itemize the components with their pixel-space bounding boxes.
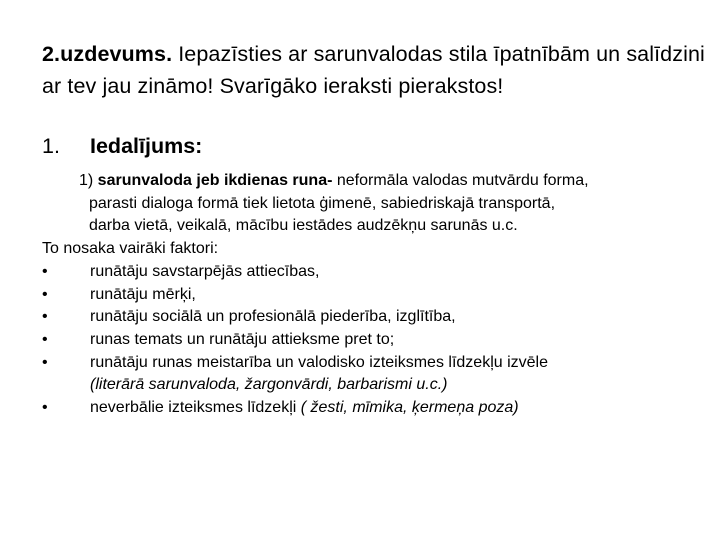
- definition-line-1: neformāla valodas mutvārdu forma,: [332, 172, 589, 189]
- bullet-icon: •: [42, 353, 48, 371]
- list-item-text: neverbālie izteiksmes līdzekļi: [90, 399, 301, 417]
- list-item-note: (literārā sarunvaloda, žargonvārdi, barbarismi u.c.): [90, 376, 448, 394]
- list-item: [42, 284, 718, 307]
- definition-prefix: 1): [79, 172, 98, 189]
- section-label: Iedalījums:: [90, 134, 203, 158]
- bullet-icon: •: [42, 285, 48, 303]
- definition-line-3: darba vietā, veikalā, mācību iestādes audzēkņu sarunās u.c.: [89, 217, 518, 235]
- task-instruction: Iepazīsties ar sarunvalodas stila īpatnībām un salīdzini ar tev jau zināmo! Svarīgāko ieraksti pierakstos!: [42, 42, 705, 98]
- content-body: [42, 170, 718, 420]
- factors-list: [42, 261, 718, 420]
- slide-title: [42, 38, 712, 102]
- list-item-text: runātāju savstarpējās attiecības,: [90, 262, 320, 280]
- factors-intro: To nosaka vairāki faktori:: [42, 240, 219, 258]
- bullet-icon: •: [42, 399, 48, 417]
- list-item-text: runātāju runas meistarība un valodisko izteiksmes līdzekļu izvēle: [90, 353, 548, 371]
- bullet-icon: •: [42, 330, 48, 348]
- definition-term: sarunvaloda jeb ikdienas runa-: [97, 172, 333, 189]
- definition-line-2: parasti dialoga formā tiek lietota ģimenē, sabiedriskajā transportā,: [89, 194, 556, 212]
- bullet-icon: •: [42, 262, 48, 280]
- list-item-text: runas temats un runātāju attieksme pret to;: [90, 330, 395, 348]
- task-number: 2.uzdevums.: [42, 42, 173, 66]
- bullet-icon: •: [42, 308, 48, 326]
- section-number: 1.: [42, 134, 60, 158]
- list-item-text: runātāju sociālā un profesionālā piederība, izglītība,: [90, 308, 456, 326]
- list-item: [42, 261, 718, 284]
- list-item: [42, 397, 718, 420]
- list-item: [42, 329, 718, 352]
- list-item-italic: ( žesti, mīmika, ķermeņa poza): [300, 399, 519, 417]
- list-item: [42, 352, 718, 397]
- definition: [42, 170, 718, 238]
- section-heading: [42, 133, 202, 159]
- list-item: [42, 306, 718, 329]
- list-item-text: runātāju mērķi,: [90, 285, 196, 303]
